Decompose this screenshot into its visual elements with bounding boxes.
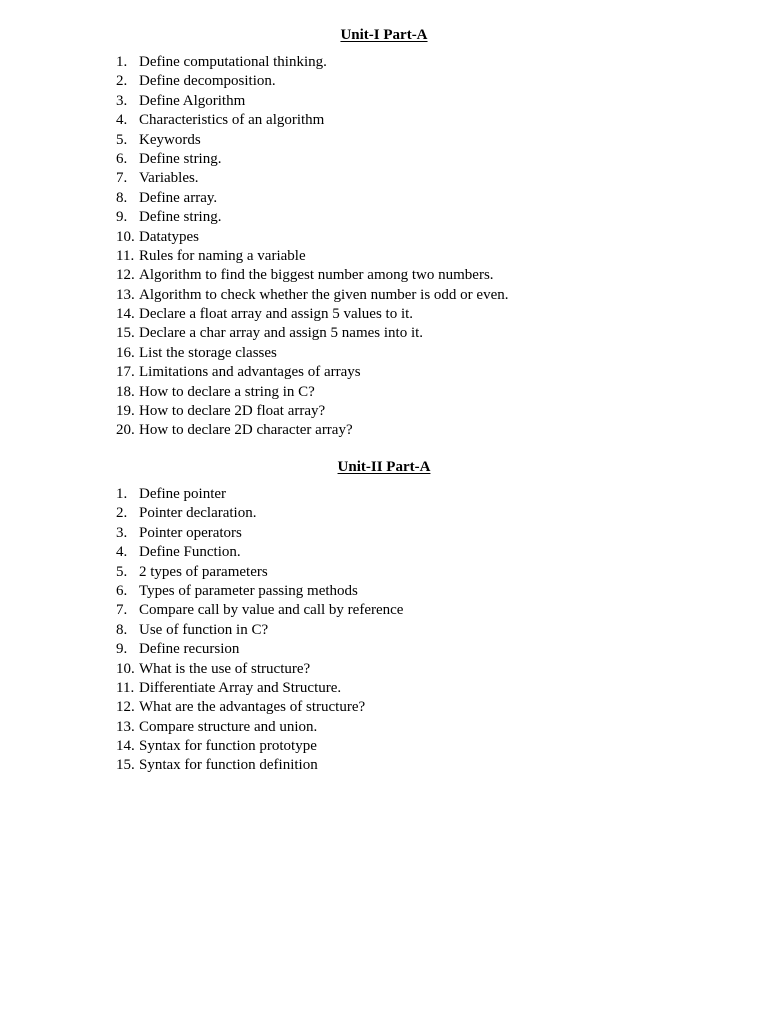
question-item (0, 660, 768, 679)
question-item (0, 640, 768, 659)
question-text: Use of function in C? (139, 621, 269, 638)
question-number: 12. (116, 699, 135, 716)
question-number: 11. (116, 679, 135, 696)
question-text: Declare a char array and assign 5 names into it. (139, 325, 424, 342)
question-text: Pointer declaration. (139, 505, 257, 522)
unit-2-section (0, 458, 768, 776)
question-text: Rules for naming a variable (139, 247, 306, 264)
question-text: Syntax for function definition (139, 757, 318, 774)
question-number: 8. (116, 189, 128, 206)
question-number: 14. (116, 306, 135, 323)
question-text: Define array. (139, 189, 218, 206)
question-text: How to declare a string in C? (139, 383, 315, 400)
question-text: Variables. (139, 170, 199, 187)
question-number: 20. (116, 422, 135, 439)
question-item (0, 524, 768, 543)
question-item (0, 324, 768, 343)
question-item (0, 756, 768, 775)
question-number: 18. (116, 383, 135, 400)
question-item (0, 131, 768, 150)
question-number: 5. (116, 563, 128, 580)
question-text: Limitations and advantages of arrays (139, 364, 361, 381)
question-item (0, 601, 768, 620)
question-number: 7. (116, 602, 128, 619)
question-number: 12. (116, 267, 135, 284)
question-number: 1. (116, 54, 128, 70)
question-item (0, 92, 768, 111)
question-item (0, 737, 768, 756)
question-number: 13. (116, 718, 135, 735)
question-number: 4. (116, 544, 128, 561)
question-number: 9. (116, 209, 128, 226)
question-text: What is the use of structure? (139, 660, 311, 677)
question-number: 4. (116, 112, 128, 129)
question-number: 15. (116, 757, 135, 774)
question-item (0, 53, 768, 72)
question-text: Define pointer (139, 486, 227, 502)
question-item (0, 383, 768, 402)
question-text: How to declare 2D character array? (139, 422, 353, 439)
question-item (0, 72, 768, 91)
question-number: 14. (116, 738, 135, 755)
question-item (0, 208, 768, 227)
question-number: 3. (116, 92, 128, 109)
question-text: Algorithm to find the biggest number among two numbers. (139, 267, 494, 284)
question-number: 17. (116, 364, 135, 381)
question-item (0, 582, 768, 601)
question-text: How to declare 2D float array? (139, 403, 326, 420)
question-text: Types of parameter passing methods (139, 582, 358, 599)
question-text: Define string. (139, 209, 222, 226)
question-item (0, 150, 768, 169)
question-item (0, 344, 768, 363)
question-text: Differentiate Array and Structure. (139, 679, 342, 696)
question-text: Keywords (139, 131, 201, 148)
question-text: Compare call by value and call by reference (139, 602, 404, 619)
question-text: Datatypes (139, 228, 199, 245)
question-item (0, 485, 768, 504)
question-number: 10. (116, 228, 135, 245)
question-number: 9. (116, 641, 128, 658)
question-text: Define computational thinking. (139, 54, 327, 70)
question-text: Syntax for function prototype (139, 738, 317, 755)
question-item (0, 363, 768, 382)
question-text: Declare a float array and assign 5 values to it. (139, 306, 414, 323)
unit-1-heading (0, 26, 768, 45)
question-number: 16. (116, 344, 135, 361)
question-text: Characteristics of an algorithm (139, 112, 325, 129)
unit-2-heading (0, 458, 768, 477)
question-item (0, 563, 768, 582)
question-number: 15. (116, 325, 135, 342)
question-text: Pointer operators (139, 524, 242, 541)
question-text: Compare structure and union. (139, 718, 318, 735)
question-number: 3. (116, 524, 128, 541)
question-item (0, 228, 768, 247)
question-number: 6. (116, 150, 128, 167)
question-item (0, 543, 768, 562)
question-text: Algorithm to check whether the given number is odd or even. (139, 286, 509, 303)
question-item (0, 679, 768, 698)
question-item (0, 266, 768, 285)
question-item (0, 305, 768, 324)
question-item (0, 189, 768, 208)
unit-1-question-list (0, 53, 768, 441)
question-text: Define recursion (139, 641, 240, 658)
question-text: 2 types of parameters (139, 563, 268, 580)
unit-2-question-list (0, 485, 768, 776)
question-item (0, 402, 768, 421)
unit-2-heading-text: Unit-II Part-A (337, 459, 431, 475)
question-text: List the storage classes (139, 344, 277, 361)
question-text: Define Algorithm (139, 92, 246, 109)
question-number: 11. (116, 247, 135, 264)
question-item (0, 286, 768, 305)
question-number: 13. (116, 286, 135, 303)
question-number: 5. (116, 131, 128, 148)
question-text: Define Function. (139, 544, 241, 561)
question-number: 2. (116, 73, 128, 90)
question-number: 19. (116, 403, 135, 420)
question-number: 2. (116, 505, 128, 522)
question-item (0, 504, 768, 523)
question-item (0, 698, 768, 717)
question-text: Define decomposition. (139, 73, 276, 90)
question-item (0, 421, 768, 440)
question-item (0, 111, 768, 130)
question-number: 8. (116, 621, 128, 638)
question-number: 1. (116, 486, 128, 502)
question-number: 7. (116, 170, 128, 187)
question-number: 6. (116, 582, 128, 599)
question-item (0, 247, 768, 266)
unit-1-section (0, 26, 768, 441)
question-item (0, 621, 768, 640)
question-number: 10. (116, 660, 135, 677)
question-item (0, 169, 768, 188)
question-item (0, 718, 768, 737)
question-text: Define string. (139, 150, 222, 167)
unit-1-heading-text: Unit-I Part-A (340, 27, 428, 43)
question-text: What are the advantages of structure? (139, 699, 366, 716)
